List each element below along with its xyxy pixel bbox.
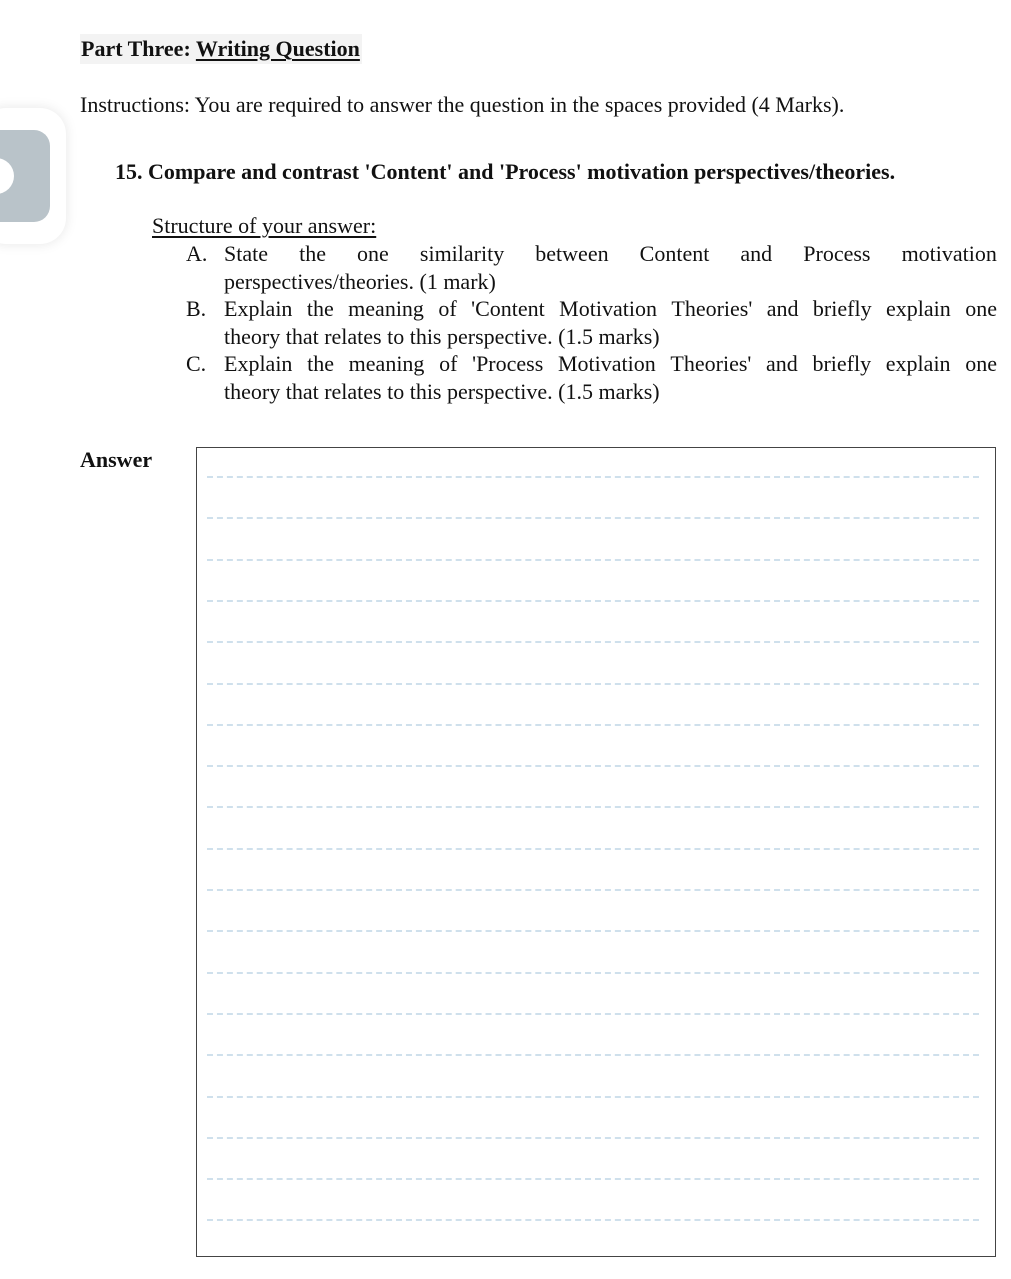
answer-writing-line (207, 765, 979, 767)
structure-item-letter: A. (186, 241, 208, 266)
answer-writing-line (207, 1219, 979, 1221)
structure-item-b (186, 295, 997, 350)
answer-writing-line (207, 517, 979, 519)
structure-item-letter: B. (186, 296, 207, 321)
answer-writing-line (207, 600, 979, 602)
structure-list (186, 240, 997, 405)
structure-item-line1: Explain the meaning of 'Content Motivation Theories' and briefly explain one (224, 296, 997, 321)
answer-writing-line (207, 724, 979, 726)
part-title-prefix: Part Three: (81, 36, 191, 61)
structure-item-letter: C. (186, 351, 207, 376)
question-text: 15. Compare and contrast 'Content' and 'Process' motivation perspectives/theories. (115, 159, 896, 184)
side-floating-widget[interactable] (0, 108, 66, 244)
structure-item-line1: State the one similarity between Content and Process motivation (224, 241, 997, 266)
answer-writing-line (207, 641, 979, 643)
answer-writing-line (207, 1054, 979, 1056)
answer-writing-line (207, 1013, 979, 1015)
structure-item-a (186, 240, 997, 295)
structure-item-line2: perspectives/theories. (1 mark) (224, 268, 496, 294)
answer-writing-line (207, 476, 979, 478)
answer-writing-line (207, 1178, 979, 1180)
answer-writing-line (207, 930, 979, 932)
answer-writing-line (207, 1096, 979, 1098)
answer-writing-line (207, 1137, 979, 1139)
structure-item-c (186, 350, 997, 405)
answer-writing-line (207, 972, 979, 974)
answer-box[interactable] (196, 447, 996, 1257)
answer-writing-line (207, 806, 979, 808)
answer-label: Answer (80, 447, 153, 472)
answer-writing-line (207, 848, 979, 850)
structure-item-line1: Explain the meaning of 'Process Motivation Theories' and briefly explain one (224, 351, 997, 376)
side-widget-button[interactable] (0, 130, 50, 222)
instructions-text: Instructions: You are required to answer the question in the spaces provided (4 Marks). (80, 92, 845, 117)
answer-writing-line (207, 683, 979, 685)
structure-item-line2: theory that relates to this perspective. (1.5 marks) (224, 378, 660, 404)
part-title-underlined: Writing Question (195, 36, 360, 61)
structure-heading: Structure of your answer: (152, 213, 377, 238)
structure-item-line2: theory that relates to this perspective. (1.5 marks) (224, 323, 660, 349)
answer-writing-line (207, 889, 979, 891)
part-title (80, 34, 362, 64)
circle-icon (0, 158, 14, 194)
answer-writing-line (207, 559, 979, 561)
